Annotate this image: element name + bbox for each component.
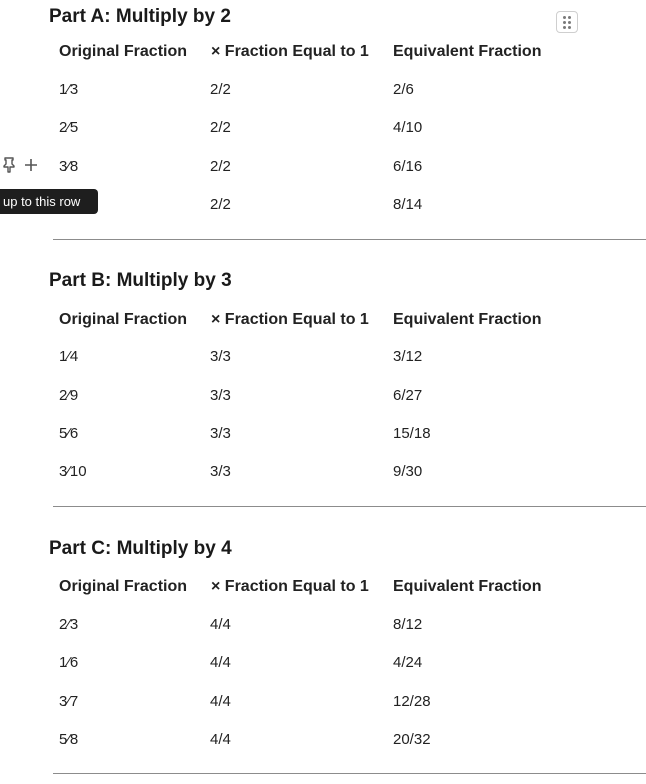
cell-original[interactable]: 2⁄9: [59, 387, 79, 404]
cell-original[interactable]: 1⁄4: [59, 348, 79, 365]
section-title: Part B: Multiply by 3: [49, 270, 232, 291]
cell-original[interactable]: 5⁄8: [59, 731, 79, 748]
cell-equivalent[interactable]: 12/28: [393, 693, 431, 710]
header-original-fraction: Original Fraction: [59, 43, 188, 60]
plus-icon[interactable]: [24, 157, 38, 177]
drag-handle-icon[interactable]: [556, 11, 578, 33]
cell-original[interactable]: 2⁄3: [59, 616, 79, 633]
cell-equivalent[interactable]: 4/24: [393, 654, 423, 671]
cell-multiplier[interactable]: 3/3: [210, 463, 231, 480]
cell-equivalent[interactable]: 6/27: [393, 387, 423, 404]
cell-multiplier[interactable]: 4/4: [210, 616, 231, 633]
cell-equivalent[interactable]: 2/6: [393, 81, 414, 98]
section-title: Part C: Multiply by 4: [49, 538, 232, 559]
cell-original[interactable]: 2⁄5: [59, 119, 79, 136]
header-fraction-equal-to-1: × Fraction Equal to 1: [211, 578, 369, 595]
cell-original[interactable]: 3⁄7: [59, 693, 79, 710]
header-fraction-equal-to-1: × Fraction Equal to 1: [211, 43, 369, 60]
divider: [53, 239, 646, 240]
pin-icon-graphic: [2, 157, 16, 173]
cell-equivalent[interactable]: 20/32: [393, 731, 431, 748]
section-title: Part A: Multiply by 2: [49, 6, 231, 27]
divider: [53, 506, 646, 507]
cell-multiplier[interactable]: 4/4: [210, 654, 231, 671]
header-equivalent-fraction: Equivalent Fraction: [393, 311, 542, 328]
row-tools: [2, 157, 38, 177]
cell-equivalent[interactable]: 15/18: [393, 425, 431, 442]
cell-multiplier[interactable]: 2/2: [210, 81, 231, 98]
header-equivalent-fraction: Equivalent Fraction: [393, 578, 542, 595]
header-original-fraction: Original Fraction: [59, 311, 188, 328]
cell-multiplier[interactable]: 4/4: [210, 731, 231, 748]
cell-equivalent[interactable]: 9/30: [393, 463, 423, 480]
header-equivalent-fraction: Equivalent Fraction: [393, 43, 542, 60]
cell-original[interactable]: 3⁄10: [59, 463, 87, 480]
cell-original[interactable]: 3⁄8: [59, 158, 79, 175]
cell-multiplier[interactable]: 2/2: [210, 158, 231, 175]
cell-equivalent[interactable]: 4/10: [393, 119, 423, 136]
cell-multiplier[interactable]: 2/2: [210, 119, 231, 136]
header-fraction-equal-to-1: × Fraction Equal to 1: [211, 311, 369, 328]
header-original-fraction: Original Fraction: [59, 578, 188, 595]
cell-original[interactable]: 5⁄6: [59, 425, 79, 442]
cell-equivalent[interactable]: 8/12: [393, 616, 423, 633]
tooltip: up to this row: [0, 189, 98, 214]
divider: [53, 773, 646, 774]
cell-equivalent[interactable]: 3/12: [393, 348, 423, 365]
cell-equivalent[interactable]: 6/16: [393, 158, 423, 175]
plus-icon-graphic: [24, 158, 38, 172]
cell-original[interactable]: 1⁄3: [59, 81, 79, 98]
cell-original[interactable]: 1⁄6: [59, 654, 79, 671]
cell-multiplier[interactable]: 3/3: [210, 387, 231, 404]
cell-multiplier[interactable]: 3/3: [210, 348, 231, 365]
cell-multiplier[interactable]: 2/2: [210, 196, 231, 213]
pin-icon[interactable]: [2, 157, 16, 178]
cell-equivalent[interactable]: 8/14: [393, 196, 423, 213]
cell-multiplier[interactable]: 4/4: [210, 693, 231, 710]
cell-multiplier[interactable]: 3/3: [210, 425, 231, 442]
